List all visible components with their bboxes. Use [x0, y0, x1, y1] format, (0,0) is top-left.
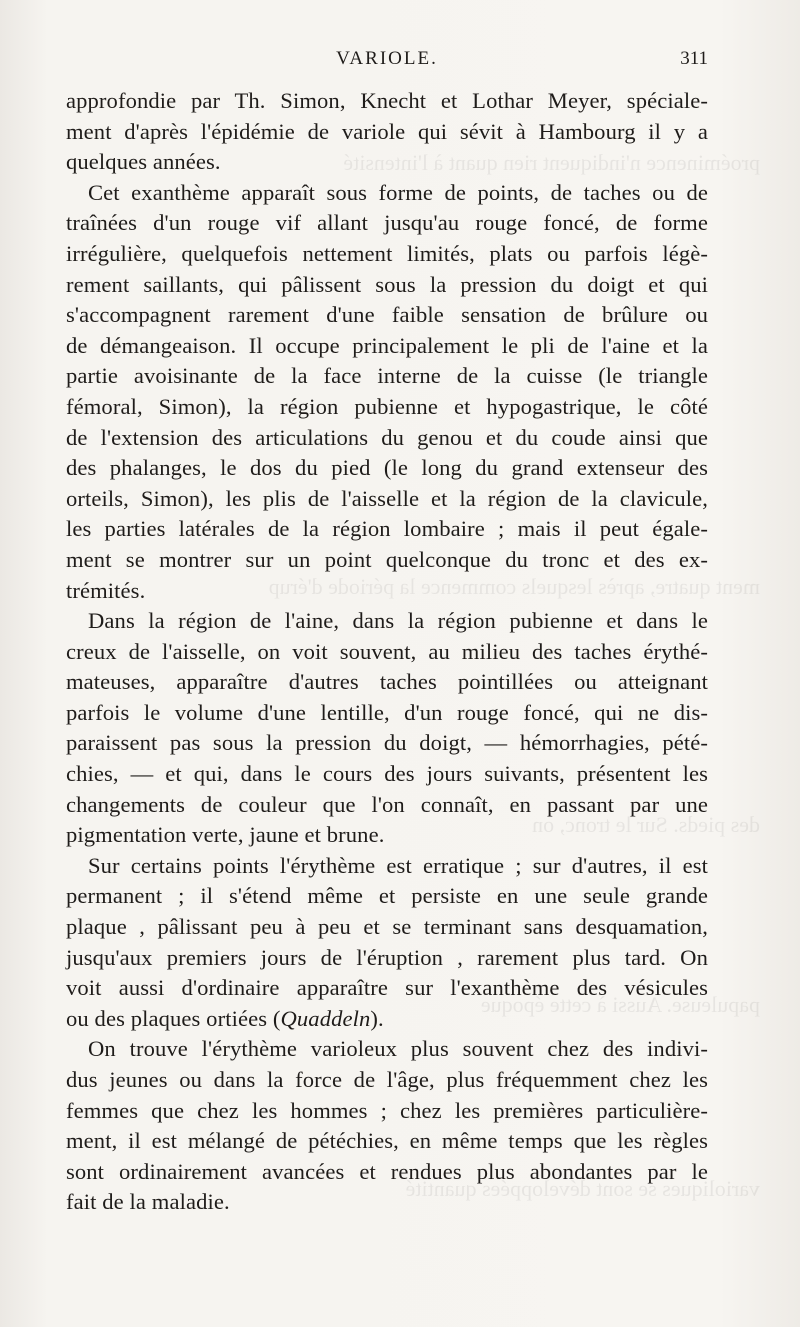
text-line: mateuses, apparaître d'autres taches pointillées ou atteignant: [66, 669, 708, 695]
text-line: partie avoisinante de la face interne de la cuisse (le triangle: [66, 363, 708, 389]
text-line: dus jeunes ou dans la force de l'âge, plus fréquemment chez les: [66, 1067, 708, 1092]
text-line: de démangeaison. Il occupe principalement le pli de l'aine et la: [66, 332, 708, 358]
text-line: pigmentation verte, jaune et brune.: [66, 822, 385, 848]
text-line: permanent ; il s'étend même et persiste en une seule grande: [66, 883, 708, 909]
text-line: rement saillants, qui pâlissent sous la pression du doigt et qui: [66, 271, 708, 297]
text-line: fémoral, Simon), la région pubienne et hypogastrique, le côté: [66, 393, 708, 419]
page-number: 311: [680, 48, 708, 69]
text-line: Dans la région de l'aine, dans la région pubienne et dans le: [88, 608, 708, 634]
text-line: des phalanges, le dos du pied (le long du grand extenseur des: [66, 455, 708, 481]
text-line: Sur certains points l'érythème est erratique ; sur d'autres, il est: [88, 852, 708, 878]
show-through-text: ment quatre, après lesquels commence la période d'érup: [268, 574, 760, 599]
text-line: paraissent pas sous la pression du doigt, — hémorrhagies, pété-: [66, 730, 708, 756]
text-line: ment, il est mélangé de pétéchies, en même temps que les règles: [66, 1128, 708, 1154]
show-through-text: proéminence n'indiquent rien quant à l'intensité: [343, 150, 760, 175]
show-through-text: des pieds. Sur le tronc, on: [532, 812, 760, 837]
text-line: traînées d'un rouge vif allant jusqu'au rouge foncé, de forme: [66, 210, 708, 236]
text-line: parfois le volume d'une lentille, d'un rouge foncé, qui ne dis-: [66, 699, 708, 725]
text-line: changements de couleur que l'on connaît, en passant par une: [66, 791, 708, 817]
text-line: Cet exanthème apparaît sous forme de points, de taches ou de: [88, 179, 708, 205]
body-text: [66, 86, 708, 1218]
text-line: les parties latérales de la région lombaire ; mais il peut égale-: [66, 516, 708, 542]
text-line: On trouve l'érythème varioleux plus souvent chez des indivi-: [88, 1036, 708, 1062]
text-line: trémités.: [66, 577, 146, 603]
text-line: [66, 1004, 708, 1035]
text-line: fait de la maladie.: [66, 1189, 230, 1215]
italic-term: Quaddeln: [280, 1005, 371, 1031]
show-through-text: papuleuse. Aussi à cette époque: [480, 992, 760, 1017]
page-header: [66, 48, 708, 72]
text-line: chies, — et qui, dans le cours des jours suivants, présentent les: [66, 761, 708, 787]
running-head: VARIOLE.: [336, 48, 438, 69]
text-line: s'accompagnent rarement d'une faible sensation de brûlure ou: [66, 302, 708, 328]
text-line-start: ou des plaques ortiées (: [66, 1005, 281, 1031]
text-line: jusqu'aux premiers jours de l'éruption , rarement plus tard. On: [66, 944, 708, 970]
text-line: ment d'après l'épidémie de variole qui sévit à Hambourg il y a: [66, 118, 708, 144]
text-line: creux de l'aisselle, on voit souvent, au milieu des taches érythé-: [66, 638, 708, 664]
text-line: approfondie par Th. Simon, Knecht et Lothar Meyer, spéciale-: [66, 88, 708, 113]
text-line: voit aussi d'ordinaire apparaître sur l'exanthème des vésicules: [66, 975, 708, 1001]
text-line: sont ordinairement avancées et rendues plus abondantes par le: [66, 1158, 708, 1184]
text-line: quelques années.: [66, 149, 221, 175]
text-line-end: ).: [370, 1005, 384, 1031]
text-line: irrégulière, quelquefois nettement limités, plats ou parfois légè-: [66, 240, 708, 266]
text-line: femmes que chez les hommes ; chez les premières particulière-: [66, 1097, 708, 1123]
show-through-text: varioliques se sont développées quantité: [405, 1176, 760, 1201]
text-line: de l'extension des articulations du genou et du coude ainsi que: [66, 424, 708, 450]
text-line: orteils, Simon), les plis de l'aisselle et la région de la clavicule,: [66, 485, 708, 511]
text-line: plaque , pâlissant peu à peu et se terminant sans desquamation,: [66, 914, 708, 940]
text-line: ment se montrer sur un point quelconque du tronc et des ex-: [66, 546, 708, 572]
